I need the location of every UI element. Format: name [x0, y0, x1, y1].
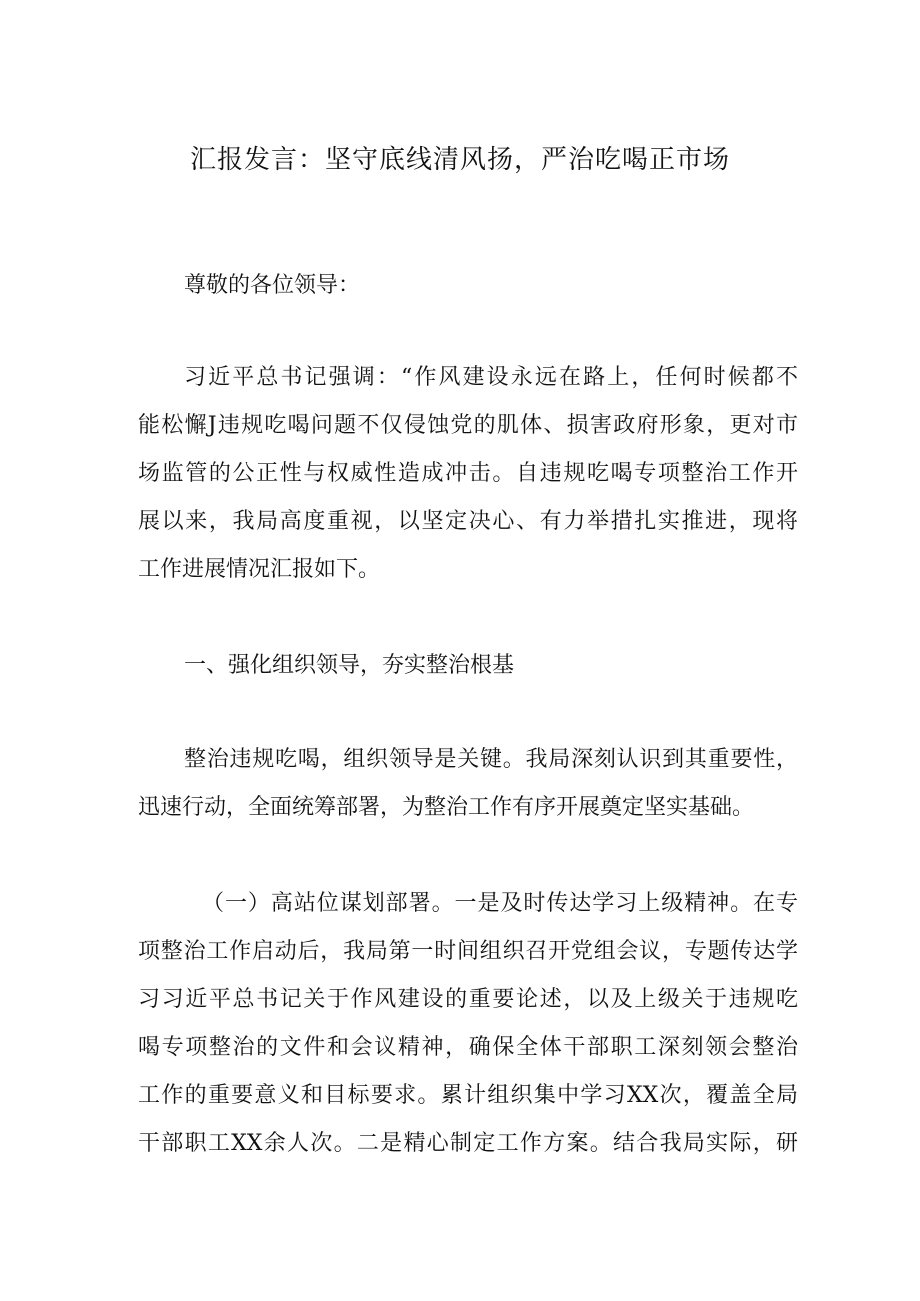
paragraph-organization [138, 736, 798, 832]
salutation [138, 262, 798, 310]
paragraph-line: 场监管的公正性与权威性造成冲击。自违规吃喝专项整治工作开 [138, 461, 798, 486]
paragraph-line: 能松懈J违规吃喝问题不仅侵蚀党的肌体、损害政府形象，更对市 [138, 413, 798, 438]
paragraph-line: 习近平总书记强调：“作风建设永远在路上，任何时候都不 [184, 365, 798, 390]
paragraph-line: 干部职工XX余人次。二是精心制定工作方案。结合我局实际，研 [138, 1131, 798, 1156]
paragraph-planning [138, 880, 798, 1168]
section-heading [138, 642, 798, 690]
paragraph-line: 迅速行动，全面统筹部署，为整治工作有序开展奠定坚实基础。 [138, 795, 755, 820]
document-title: 汇报发言：坚守底线清风扬，严治吃喝正市场 [189, 145, 730, 175]
paragraph-line: 习习近平总书记关于作风建设的重要论述，以及上级关于违规吃 [138, 987, 798, 1012]
paragraph-line: 展以来，我局高度重视，以坚定决心、有力举措扎实推进，现将 [138, 509, 798, 534]
paragraph-line: （一）高站位谋划部署。一是及时传达学习上级精神。在专 [202, 891, 798, 916]
section-heading-text: 一、强化组织领导，夯实整治根基 [184, 653, 515, 678]
paragraph-intro [138, 354, 798, 594]
paragraph-line: 喝专项整治的文件和会议精神，确保全体干部职工深刻领会整治 [138, 1035, 798, 1060]
paragraph-line: 工作进展情况汇报如下。 [138, 557, 381, 582]
paragraph-line: 项整治工作启动后，我局第一时间组织召开党组会议，专题传达学 [138, 939, 798, 964]
paragraph-line: 整治违规吃喝，组织领导是关键。我局深刻认识到其重要性， [184, 747, 798, 772]
paragraph-line: 工作的重要意义和目标要求。累计组织集中学习XX次，覆盖全局 [138, 1083, 798, 1108]
salutation-text: 尊敬的各位领导： [184, 273, 361, 298]
